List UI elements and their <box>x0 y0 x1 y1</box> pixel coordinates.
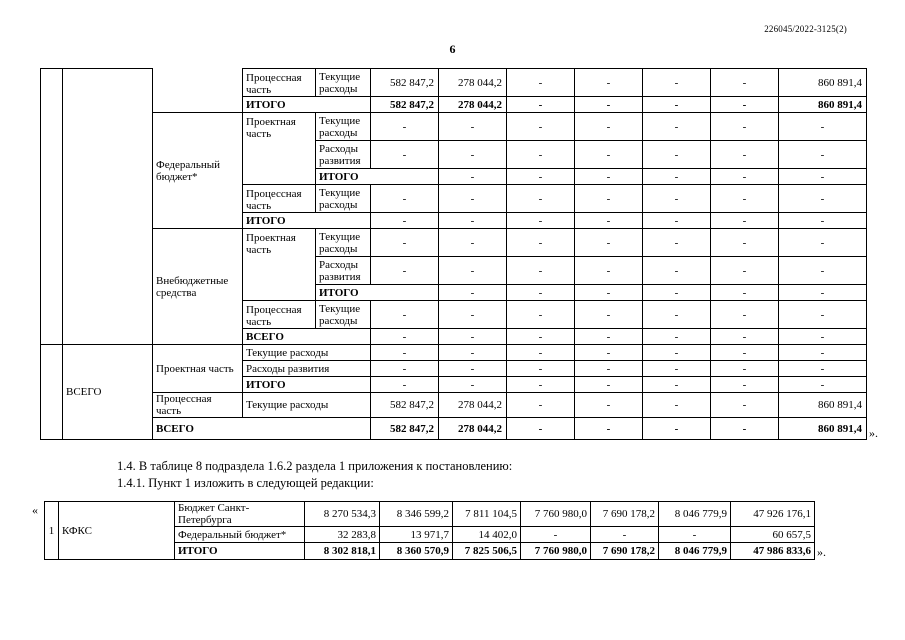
value-cell: - <box>371 345 439 361</box>
value-cell: - <box>371 377 439 393</box>
value-cell: 8 360 570,9 <box>380 543 453 560</box>
value-cell: - <box>439 141 507 169</box>
number-cell: 1 <box>45 502 59 560</box>
value-cell: - <box>507 329 575 345</box>
opening-quote: « <box>32 503 38 517</box>
value-cell: - <box>439 285 507 301</box>
expense-cell: Текущие расходы <box>243 345 371 361</box>
value-cell: - <box>643 141 711 169</box>
value-cell: - <box>575 113 643 141</box>
value-cell: - <box>507 97 575 113</box>
table-row <box>41 393 867 418</box>
name-cell <box>63 69 153 345</box>
itogo-cell: ИТОГО <box>316 169 439 185</box>
value-cell: - <box>711 185 779 213</box>
table-row <box>41 113 867 141</box>
itogo-cell: ИТОГО <box>243 377 371 393</box>
table-row <box>41 69 867 97</box>
value-cell: - <box>779 141 867 169</box>
value-cell: 278 044,2 <box>439 418 507 440</box>
expense-cell: Текущие расходы <box>316 229 371 257</box>
value-cell: - <box>643 229 711 257</box>
value-cell: - <box>439 185 507 213</box>
value-cell: - <box>575 393 643 418</box>
value-cell: - <box>779 361 867 377</box>
total-label-cell: ВСЕГО <box>63 345 153 440</box>
value-cell: - <box>575 257 643 285</box>
value-cell: 7 760 980,0 <box>521 502 591 527</box>
part-cell: Процессная часть <box>243 185 316 213</box>
value-cell: - <box>711 418 779 440</box>
value-cell: - <box>439 257 507 285</box>
source-cell: Федеральный бюджет* <box>175 527 305 543</box>
paragraph: 1.4. В таблице 8 подраздела 1.6.2 раздела 1 приложения к постановлению: <box>117 459 513 473</box>
value-cell: - <box>575 141 643 169</box>
value-cell: 8 046 779,9 <box>659 502 731 527</box>
value-cell: - <box>575 169 643 185</box>
value-cell: - <box>575 185 643 213</box>
value-cell: - <box>711 345 779 361</box>
value-cell: - <box>507 393 575 418</box>
value-cell: 60 657,5 <box>731 527 815 543</box>
value-cell: 7 690 178,2 <box>591 502 659 527</box>
page-number: 6 <box>449 42 456 56</box>
value-cell: 278 044,2 <box>439 393 507 418</box>
value-cell: - <box>575 229 643 257</box>
expense-cell: Текущие расходы <box>316 69 371 97</box>
value-cell: 47 986 833,6 <box>731 543 815 560</box>
value-cell: - <box>575 329 643 345</box>
value-cell: - <box>507 69 575 97</box>
value-cell: - <box>507 113 575 141</box>
value-cell: - <box>507 185 575 213</box>
part-cell: Процессная часть <box>243 301 316 329</box>
value-cell: - <box>711 285 779 301</box>
value-cell: - <box>575 361 643 377</box>
value-cell: - <box>507 285 575 301</box>
part-cell: Процессная часть <box>153 393 243 418</box>
number-cell <box>41 69 63 345</box>
value-cell: - <box>507 345 575 361</box>
value-cell: 7 690 178,2 <box>591 543 659 560</box>
paragraph: 1.4.1. Пункт 1 изложить в следующей редакции: <box>117 476 374 490</box>
expense-cell: Расходы развития <box>316 257 371 285</box>
value-cell: - <box>643 301 711 329</box>
value-cell: - <box>779 213 867 229</box>
value-cell: - <box>575 418 643 440</box>
value-cell: - <box>371 329 439 345</box>
value-cell: 582 847,2 <box>371 97 439 113</box>
value-cell: 582 847,2 <box>371 418 439 440</box>
value-cell: - <box>371 257 439 285</box>
value-cell: - <box>711 113 779 141</box>
value-cell: 860 891,4 <box>779 97 867 113</box>
value-cell: - <box>643 113 711 141</box>
value-cell: 278 044,2 <box>439 97 507 113</box>
grand-total-cell: ВСЕГО <box>153 418 371 440</box>
value-cell: - <box>779 113 867 141</box>
source-cell: Федеральный бюджет* <box>153 113 243 229</box>
value-cell: - <box>659 527 731 543</box>
value-cell: - <box>507 377 575 393</box>
value-cell: - <box>507 169 575 185</box>
table-row <box>41 418 867 440</box>
itogo-cell: ИТОГО <box>316 285 439 301</box>
source-cell: Внебюджетные средства <box>153 229 243 345</box>
value-cell: 13 971,7 <box>380 527 453 543</box>
value-cell: - <box>439 377 507 393</box>
value-cell: - <box>371 229 439 257</box>
funding-table <box>40 68 867 440</box>
name-cell: КФКС <box>59 502 175 560</box>
value-cell: - <box>439 361 507 377</box>
value-cell: - <box>575 69 643 97</box>
itogo-cell: ИТОГО <box>243 97 371 113</box>
value-cell: - <box>711 393 779 418</box>
value-cell: - <box>575 345 643 361</box>
value-cell: - <box>575 301 643 329</box>
value-cell: 860 891,4 <box>779 393 867 418</box>
value-cell: - <box>643 345 711 361</box>
part-cell: Проектная часть <box>243 229 316 301</box>
value-cell: - <box>521 527 591 543</box>
number-cell <box>41 345 63 440</box>
value-cell: - <box>507 301 575 329</box>
value-cell: - <box>643 377 711 393</box>
value-cell: - <box>575 285 643 301</box>
value-cell: - <box>711 69 779 97</box>
value-cell: - <box>779 229 867 257</box>
table-row <box>41 345 867 361</box>
value-cell: - <box>779 185 867 213</box>
part-cell: Проектная часть <box>153 345 243 393</box>
value-cell: 8 346 599,2 <box>380 502 453 527</box>
value-cell: 582 847,2 <box>371 69 439 97</box>
value-cell: 47 926 176,1 <box>731 502 815 527</box>
value-cell: - <box>711 361 779 377</box>
value-cell: - <box>507 257 575 285</box>
value-cell: - <box>711 301 779 329</box>
document-number: 226045/2022-3125(2) <box>764 24 847 34</box>
table-row <box>41 229 867 257</box>
value-cell: 278 044,2 <box>439 69 507 97</box>
part-cell: Проектная часть <box>243 113 316 185</box>
source-cell: ИТОГО <box>175 543 305 560</box>
value-cell: - <box>643 169 711 185</box>
value-cell: - <box>371 361 439 377</box>
value-cell: 7 811 104,5 <box>453 502 521 527</box>
kfks-table <box>44 501 815 560</box>
value-cell: 14 402,0 <box>453 527 521 543</box>
value-cell: 7 825 506,5 <box>453 543 521 560</box>
value-cell: - <box>711 229 779 257</box>
value-cell: 582 847,2 <box>371 393 439 418</box>
expense-cell: Текущие расходы <box>316 185 371 213</box>
value-cell: - <box>439 113 507 141</box>
value-cell: - <box>575 97 643 113</box>
expense-cell: Текущие расходы <box>243 393 371 418</box>
value-cell: - <box>779 301 867 329</box>
value-cell: - <box>439 213 507 229</box>
value-cell: 8 046 779,9 <box>659 543 731 560</box>
value-cell: - <box>711 141 779 169</box>
value-cell: 32 283,8 <box>305 527 380 543</box>
value-cell: - <box>779 345 867 361</box>
expense-cell: Текущие расходы <box>316 301 371 329</box>
itogo-cell: ВСЕГО <box>243 329 371 345</box>
value-cell: - <box>779 329 867 345</box>
expense-cell: Текущие расходы <box>316 113 371 141</box>
value-cell: - <box>779 169 867 185</box>
value-cell: - <box>371 113 439 141</box>
value-cell: - <box>439 345 507 361</box>
value-cell: - <box>575 213 643 229</box>
value-cell: - <box>371 141 439 169</box>
value-cell: - <box>507 361 575 377</box>
value-cell: - <box>507 213 575 229</box>
value-cell: - <box>507 418 575 440</box>
value-cell: - <box>643 418 711 440</box>
value-cell: - <box>779 285 867 301</box>
itogo-cell: ИТОГО <box>243 213 371 229</box>
value-cell: - <box>711 257 779 285</box>
value-cell: - <box>643 185 711 213</box>
value-cell: - <box>371 213 439 229</box>
value-cell: - <box>371 301 439 329</box>
value-cell: - <box>439 169 507 185</box>
value-cell: - <box>779 377 867 393</box>
value-cell: - <box>779 257 867 285</box>
value-cell: - <box>711 329 779 345</box>
value-cell: - <box>643 361 711 377</box>
closing-quote: ». <box>817 545 826 559</box>
value-cell: - <box>711 169 779 185</box>
value-cell: - <box>643 285 711 301</box>
value-cell: - <box>591 527 659 543</box>
value-cell: 7 760 980,0 <box>521 543 591 560</box>
closing-quote: ». <box>869 426 878 440</box>
value-cell: - <box>507 229 575 257</box>
value-cell: - <box>643 213 711 229</box>
table-row <box>45 502 815 527</box>
value-cell: - <box>643 329 711 345</box>
expense-cell: Расходы развития <box>316 141 371 169</box>
value-cell: - <box>507 141 575 169</box>
source-cell: Бюджет Санкт-Петербурга <box>175 502 305 527</box>
value-cell: - <box>711 213 779 229</box>
part-cell: Процессная часть <box>243 69 316 97</box>
value-cell: - <box>643 97 711 113</box>
value-cell: 860 891,4 <box>779 418 867 440</box>
value-cell: 8 270 534,3 <box>305 502 380 527</box>
value-cell: - <box>643 393 711 418</box>
value-cell: 8 302 818,1 <box>305 543 380 560</box>
value-cell: - <box>439 229 507 257</box>
source-cell <box>153 69 243 113</box>
value-cell: 860 891,4 <box>779 69 867 97</box>
value-cell: - <box>711 97 779 113</box>
value-cell: - <box>643 257 711 285</box>
expense-cell: Расходы развития <box>243 361 371 377</box>
value-cell: - <box>439 329 507 345</box>
value-cell: - <box>643 69 711 97</box>
value-cell: - <box>711 377 779 393</box>
value-cell: - <box>575 377 643 393</box>
value-cell: - <box>371 185 439 213</box>
value-cell: - <box>439 301 507 329</box>
